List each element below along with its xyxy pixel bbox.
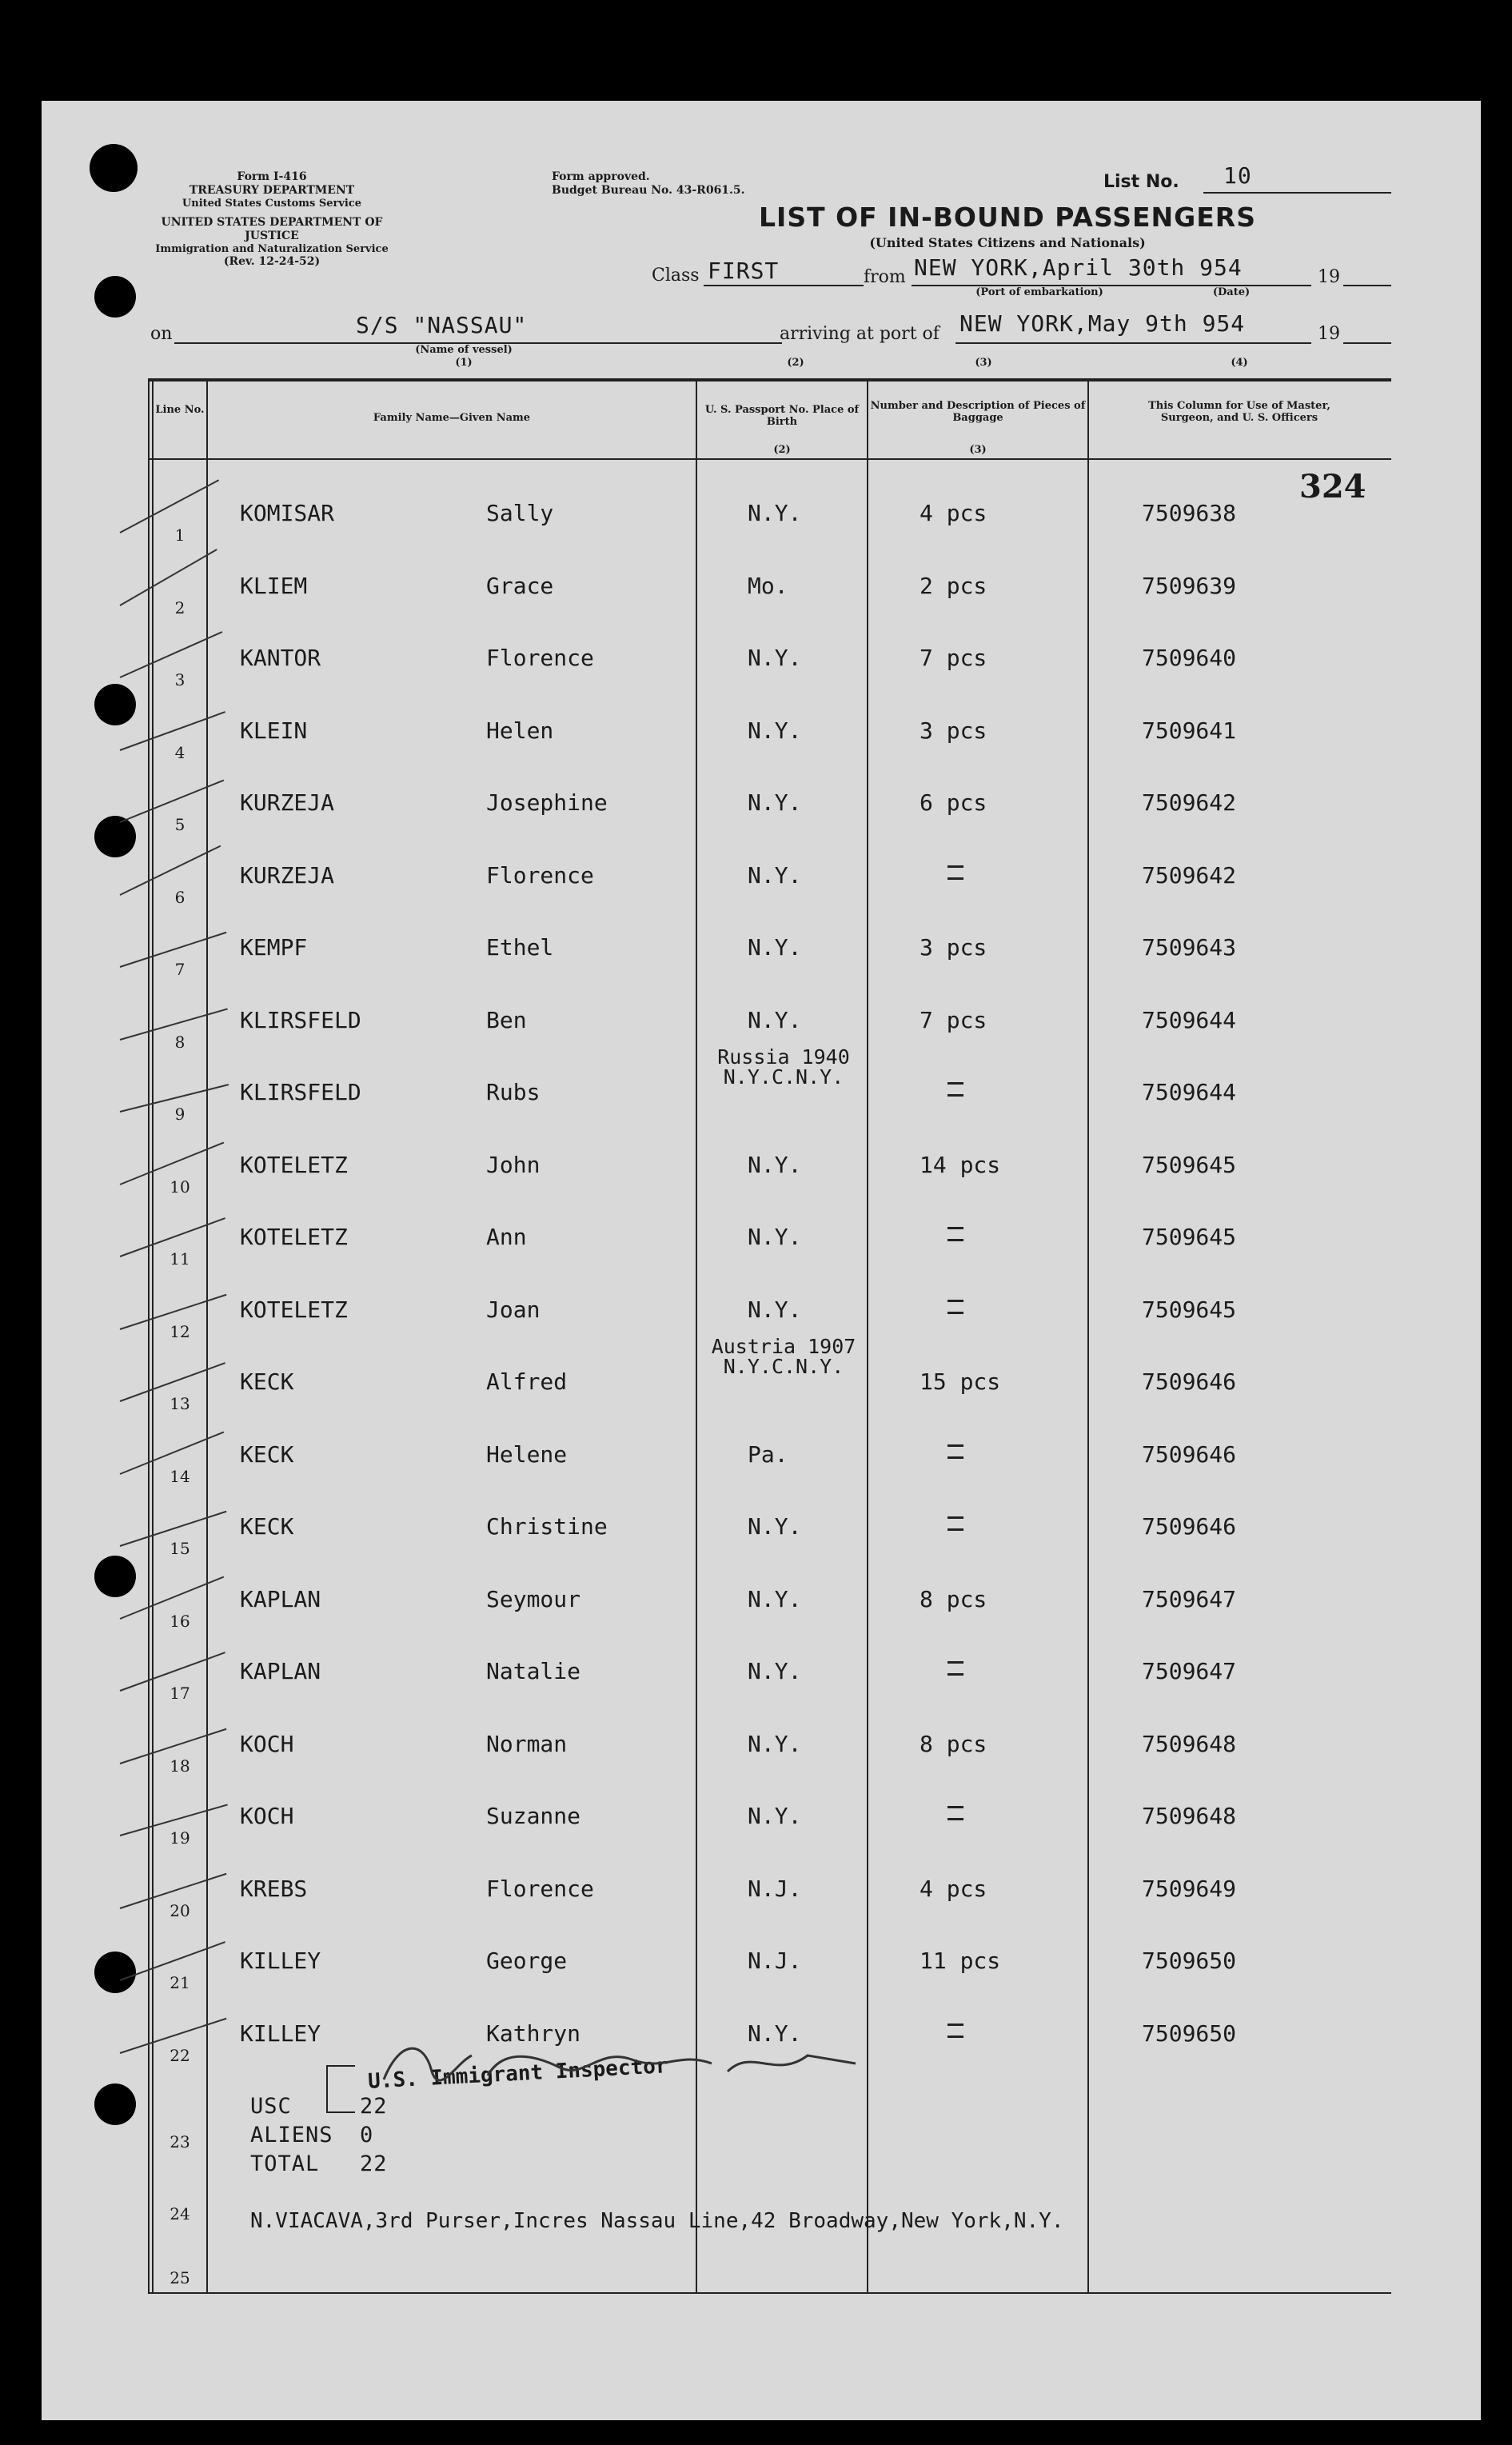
treasury-dept: TREASURY DEPARTMENT — [189, 184, 355, 197]
year-19-a: 19 — [1318, 267, 1340, 287]
line-number: 3 — [174, 670, 186, 689]
class-label: Class — [652, 266, 700, 286]
place-of-birth: N.Y. — [748, 934, 802, 961]
family-name: KILLEY — [240, 1948, 321, 1974]
given-name: John — [486, 1151, 541, 1178]
family-name: KOMISAR — [240, 500, 335, 526]
family-name: KOTELETZ — [240, 1224, 348, 1250]
ditto-mark — [947, 1661, 963, 1676]
line-number: 7 — [174, 960, 186, 979]
family-name: KANTOR — [240, 645, 321, 671]
table-row — [0, 983, 1512, 1055]
vessel-num: (1) — [455, 357, 473, 369]
family-name: KEMPF — [240, 934, 308, 961]
baggage-count: 6 pcs — [920, 789, 987, 816]
baggage-count: 8 pcs — [920, 1730, 987, 1757]
family-name: KECK — [240, 1440, 294, 1468]
given-name: Alfred — [486, 1368, 568, 1395]
place-of-birth: N.Y. — [748, 1658, 802, 1684]
officer-ticket-number: 7509642 — [1142, 789, 1237, 816]
aliens-label: ALIENS — [250, 2123, 333, 2147]
punch-hole — [94, 276, 136, 318]
page-title: LIST OF IN-BOUND PASSENGERS — [759, 202, 1256, 233]
year-underline-b — [1343, 342, 1391, 344]
line-number: 11 — [170, 1249, 190, 1268]
line-number: 4 — [174, 742, 186, 762]
officer-ticket-number: 7509650 — [1142, 1948, 1237, 1974]
given-name: Florence — [486, 861, 594, 889]
baggage-count: 11 pcs — [920, 1948, 1001, 1974]
line-number: 13 — [170, 1394, 190, 1413]
family-name: KURZEJA — [240, 789, 335, 816]
given-name: Florence — [486, 1875, 594, 1902]
table-row — [0, 1335, 1512, 1416]
officer-ticket-number: 7509646 — [1142, 1440, 1237, 1468]
table-row — [0, 910, 1512, 982]
col-header-name: Family Name—Given Name — [373, 412, 531, 424]
list-no-underline — [1203, 192, 1391, 194]
on-label: on — [150, 324, 173, 344]
table-row — [0, 621, 1512, 693]
place-of-birth: N.Y. — [748, 1730, 802, 1757]
family-name: KECK — [240, 1513, 294, 1540]
family-name: KOCH — [240, 1730, 294, 1757]
family-name: KECK — [240, 1368, 294, 1395]
year-19-b: 19 — [1318, 324, 1340, 344]
aliens-value: 0 — [360, 2123, 374, 2147]
family-name: KURZEJA — [240, 861, 335, 889]
table-row — [0, 838, 1512, 910]
place-of-birth: N.J. — [748, 1948, 802, 1974]
officer-ticket-number: 7509644 — [1142, 1006, 1237, 1033]
line-number: 8 — [174, 1032, 186, 1052]
given-name: Natalie — [486, 1658, 581, 1684]
place-of-birth: N.Y. — [748, 789, 802, 816]
place-of-birth: N.Y. — [748, 645, 802, 671]
place-of-birth: N.Y. — [748, 500, 802, 526]
officer-ticket-number: 7509648 — [1142, 1803, 1237, 1829]
given-name: Josephine — [486, 789, 608, 816]
place-of-birth: N.J. — [748, 1875, 802, 1902]
given-name: Ann — [486, 1224, 527, 1250]
place-of-birth: N.Y. — [748, 1224, 802, 1250]
place-of-birth: N.Y. — [748, 1151, 802, 1178]
family-name: KLEIN — [240, 717, 308, 744]
place-of-birth: N.Y. — [748, 717, 802, 744]
line-number: 14 — [170, 1466, 190, 1486]
table-row — [0, 1417, 1512, 1489]
place-of-birth: N.Y. — [748, 1803, 802, 1829]
class-underline — [704, 285, 864, 286]
family-name: KLIEM — [240, 572, 308, 599]
given-name: Joan — [486, 1296, 541, 1323]
officer-ticket-number: 7509643 — [1142, 934, 1237, 961]
given-name: Ethel — [486, 934, 554, 961]
caption-3: (3) — [975, 357, 992, 369]
officer-ticket-number: 7509639 — [1142, 572, 1237, 599]
table-row — [0, 765, 1512, 837]
baggage-count: 2 pcs — [920, 572, 987, 599]
baggage-count: 4 pcs — [920, 1875, 987, 1902]
family-name: KREBS — [240, 1875, 308, 1902]
col-header-line: Line No. — [155, 404, 205, 416]
total-value: 22 — [360, 2151, 388, 2176]
handwritten-signature — [376, 2032, 872, 2103]
family-name: KOCH — [240, 1803, 294, 1829]
table-row — [0, 1779, 1512, 1851]
punch-hole — [94, 2083, 136, 2125]
officer-ticket-number: 7509642 — [1142, 861, 1237, 889]
given-name: Christine — [486, 1513, 608, 1540]
line-number: 5 — [174, 815, 186, 834]
ditto-mark — [947, 2024, 963, 2038]
approval-block — [552, 170, 745, 198]
budget-bureau: Budget Bureau No. 43-R061.5. — [552, 184, 745, 197]
place-of-birth: Mo. — [748, 572, 788, 599]
line-number: 22 — [170, 2045, 190, 2065]
place-of-birth: Austria 1907 N.Y.C.N.Y. — [711, 1335, 856, 1378]
table-row — [0, 1272, 1512, 1344]
table-row — [0, 693, 1512, 765]
table-row — [0, 1045, 1512, 1127]
table-row — [0, 1489, 1512, 1561]
given-name: George — [486, 1948, 568, 1974]
given-name: Ben — [486, 1006, 527, 1033]
table-row — [0, 1707, 1512, 1779]
officer-ticket-number: 7509646 — [1142, 1513, 1237, 1540]
list-no-value: 10 — [1223, 162, 1252, 189]
officer-ticket-number: 7509647 — [1142, 1585, 1237, 1612]
officer-ticket-number: 7509638 — [1142, 500, 1237, 526]
table-row — [0, 1634, 1512, 1706]
baggage-count: 14 pcs — [920, 1151, 1001, 1178]
ins: Immigration and Naturalization Service — [155, 243, 389, 255]
table-bottom-border — [148, 2292, 1391, 2294]
form-number: Form I-416 — [237, 170, 307, 183]
line-number: 12 — [170, 1321, 190, 1341]
baggage-count: 3 pcs — [920, 717, 987, 744]
arriving-underline — [955, 342, 1311, 344]
family-name: KILLEY — [240, 2020, 321, 2047]
given-name: Grace — [486, 572, 554, 599]
place-of-birth: N.Y. — [748, 861, 802, 889]
year-underline-a — [1343, 285, 1391, 286]
baggage-count: 7 pcs — [920, 645, 987, 671]
line-no-24: 24 — [170, 2204, 190, 2223]
table-header-border — [148, 458, 1391, 460]
family-name: KLIRSFELD — [240, 1079, 361, 1105]
officer-ticket-number: 7509645 — [1142, 1224, 1237, 1250]
family-name: KAPLAN — [240, 1585, 321, 1612]
line-number: 1 — [174, 525, 186, 545]
baggage-count: 3 pcs — [920, 934, 987, 961]
place-of-birth: Pa. — [748, 1440, 788, 1468]
ditto-mark — [947, 1082, 963, 1097]
usc-label: USC — [250, 2094, 292, 2119]
officer-ticket-number: 7509647 — [1142, 1658, 1237, 1684]
from-label: from — [864, 267, 906, 287]
from-value: NEW YORK,April 30th 954 — [914, 254, 1243, 281]
place-of-birth: N.Y. — [748, 1006, 802, 1033]
ditto-mark — [947, 1516, 963, 1531]
family-name: KOTELETZ — [240, 1296, 348, 1323]
line-number: 2 — [174, 597, 186, 617]
given-name: Seymour — [486, 1585, 581, 1612]
given-name: Florence — [486, 645, 594, 671]
table-row — [0, 1562, 1512, 1634]
revision: (Rev. 12-24-52) — [223, 255, 321, 268]
line-number: 18 — [170, 1756, 190, 1776]
form-approved: Form approved. — [552, 170, 650, 183]
place-of-birth: N.Y. — [748, 2020, 802, 2047]
family-name: KAPLAN — [240, 1658, 321, 1684]
form-block — [140, 170, 404, 269]
inspector-stamp: U.S. Immigrant Inspector — [367, 2054, 669, 2094]
table-row — [0, 1200, 1512, 1272]
arriving-label: arriving at port of — [780, 324, 940, 344]
given-name: Rubs — [486, 1079, 541, 1105]
page-subtitle: (United States Citizens and Nationals) — [869, 235, 1146, 250]
col-header-passport-num: (2) — [773, 444, 791, 456]
given-name: Sally — [486, 500, 554, 526]
ditto-mark — [947, 1444, 963, 1459]
total-label: TOTAL — [250, 2151, 320, 2176]
class-value: FIRST — [708, 258, 780, 284]
officer-ticket-number: 7509649 — [1142, 1875, 1237, 1902]
ditto-mark — [947, 1227, 963, 1241]
purser-signature-line: N.VIACAVA,3rd Purser,Incres Nassau Line,42 Broadway,New York,N.Y. — [250, 2209, 1064, 2233]
caption-4: (4) — [1231, 357, 1248, 369]
doj: UNITED STATES DEPARTMENT OF JUSTICE — [161, 216, 383, 242]
line-number: 21 — [170, 1973, 190, 1992]
customs-service: United States Customs Service — [182, 198, 362, 210]
line-number: 15 — [170, 1539, 190, 1558]
baggage-count: 7 pcs — [920, 1006, 987, 1033]
line-number: 16 — [170, 1611, 190, 1631]
given-name: Helene — [486, 1440, 568, 1468]
table-row — [0, 549, 1512, 621]
line-number: 19 — [170, 1828, 190, 1848]
line-no-25: 25 — [170, 2268, 190, 2287]
place-of-birth: Russia 1940 N.Y.C.N.Y. — [717, 1045, 850, 1089]
table-top-border — [148, 378, 1391, 382]
col-header-officers: This Column for Use of Master, Surgeon, and U. S. Officers — [1148, 400, 1330, 424]
officer-ticket-number: 7509648 — [1142, 1730, 1237, 1757]
officer-ticket-number: 7509646 — [1142, 1368, 1237, 1395]
col-header-baggage-num: (3) — [969, 444, 987, 456]
ditto-mark — [947, 865, 963, 880]
usc-value: 22 — [360, 2094, 388, 2119]
place-of-birth: N.Y. — [748, 1513, 802, 1540]
stamp-bracket — [326, 2065, 355, 2113]
family-name: KOTELETZ — [240, 1151, 348, 1178]
officer-ticket-number: 7509645 — [1142, 1151, 1237, 1178]
line-number: 17 — [170, 1684, 190, 1703]
given-name: Helen — [486, 717, 554, 744]
place-of-birth: N.Y. — [748, 1296, 802, 1323]
line-number: 20 — [170, 1900, 190, 1920]
given-name: Suzanne — [486, 1803, 581, 1829]
page-number: 324 — [1299, 468, 1366, 505]
baggage-count: 8 pcs — [920, 1585, 987, 1612]
officer-ticket-number: 7509645 — [1142, 1296, 1237, 1323]
line-number: 9 — [174, 1105, 186, 1124]
vessel-value: S/S "NASSAU" — [356, 312, 528, 338]
officer-ticket-number: 7509640 — [1142, 645, 1237, 671]
table-row — [0, 1128, 1512, 1200]
vessel-caption: (Name of vessel) — [415, 344, 513, 356]
line-no-23: 23 — [170, 2132, 190, 2151]
ditto-mark — [947, 1300, 963, 1314]
family-name: KLIRSFELD — [240, 1006, 361, 1033]
table-row — [0, 1924, 1512, 1996]
officer-ticket-number: 7509641 — [1142, 717, 1237, 744]
punch-hole — [90, 144, 138, 192]
line-number: 10 — [170, 1177, 190, 1197]
place-of-birth: N.Y. — [748, 1585, 802, 1612]
officer-ticket-number: 7509644 — [1142, 1079, 1237, 1105]
table-row — [0, 1852, 1512, 1924]
col-header-passport: U. S. Passport No. Place of Birth — [704, 404, 860, 428]
date-caption: (Date) — [1212, 286, 1251, 298]
caption-2: (2) — [787, 357, 804, 369]
line-number: 6 — [174, 887, 186, 907]
baggage-count: 4 pcs — [920, 500, 987, 526]
baggage-count: 15 pcs — [920, 1368, 1001, 1395]
table-row — [0, 476, 1512, 548]
officer-ticket-number: 7509650 — [1142, 2020, 1237, 2047]
list-no-label: List No. — [1103, 172, 1179, 192]
col-header-baggage: Number and Description of Pieces of Baggage — [870, 400, 1086, 424]
arriving-value: NEW YORK,May 9th 954 — [959, 310, 1246, 337]
given-name: Norman — [486, 1730, 568, 1757]
port-caption: (Port of embarkation) — [975, 286, 1103, 298]
ditto-mark — [947, 1806, 963, 1820]
given-name: Kathryn — [486, 2020, 581, 2047]
